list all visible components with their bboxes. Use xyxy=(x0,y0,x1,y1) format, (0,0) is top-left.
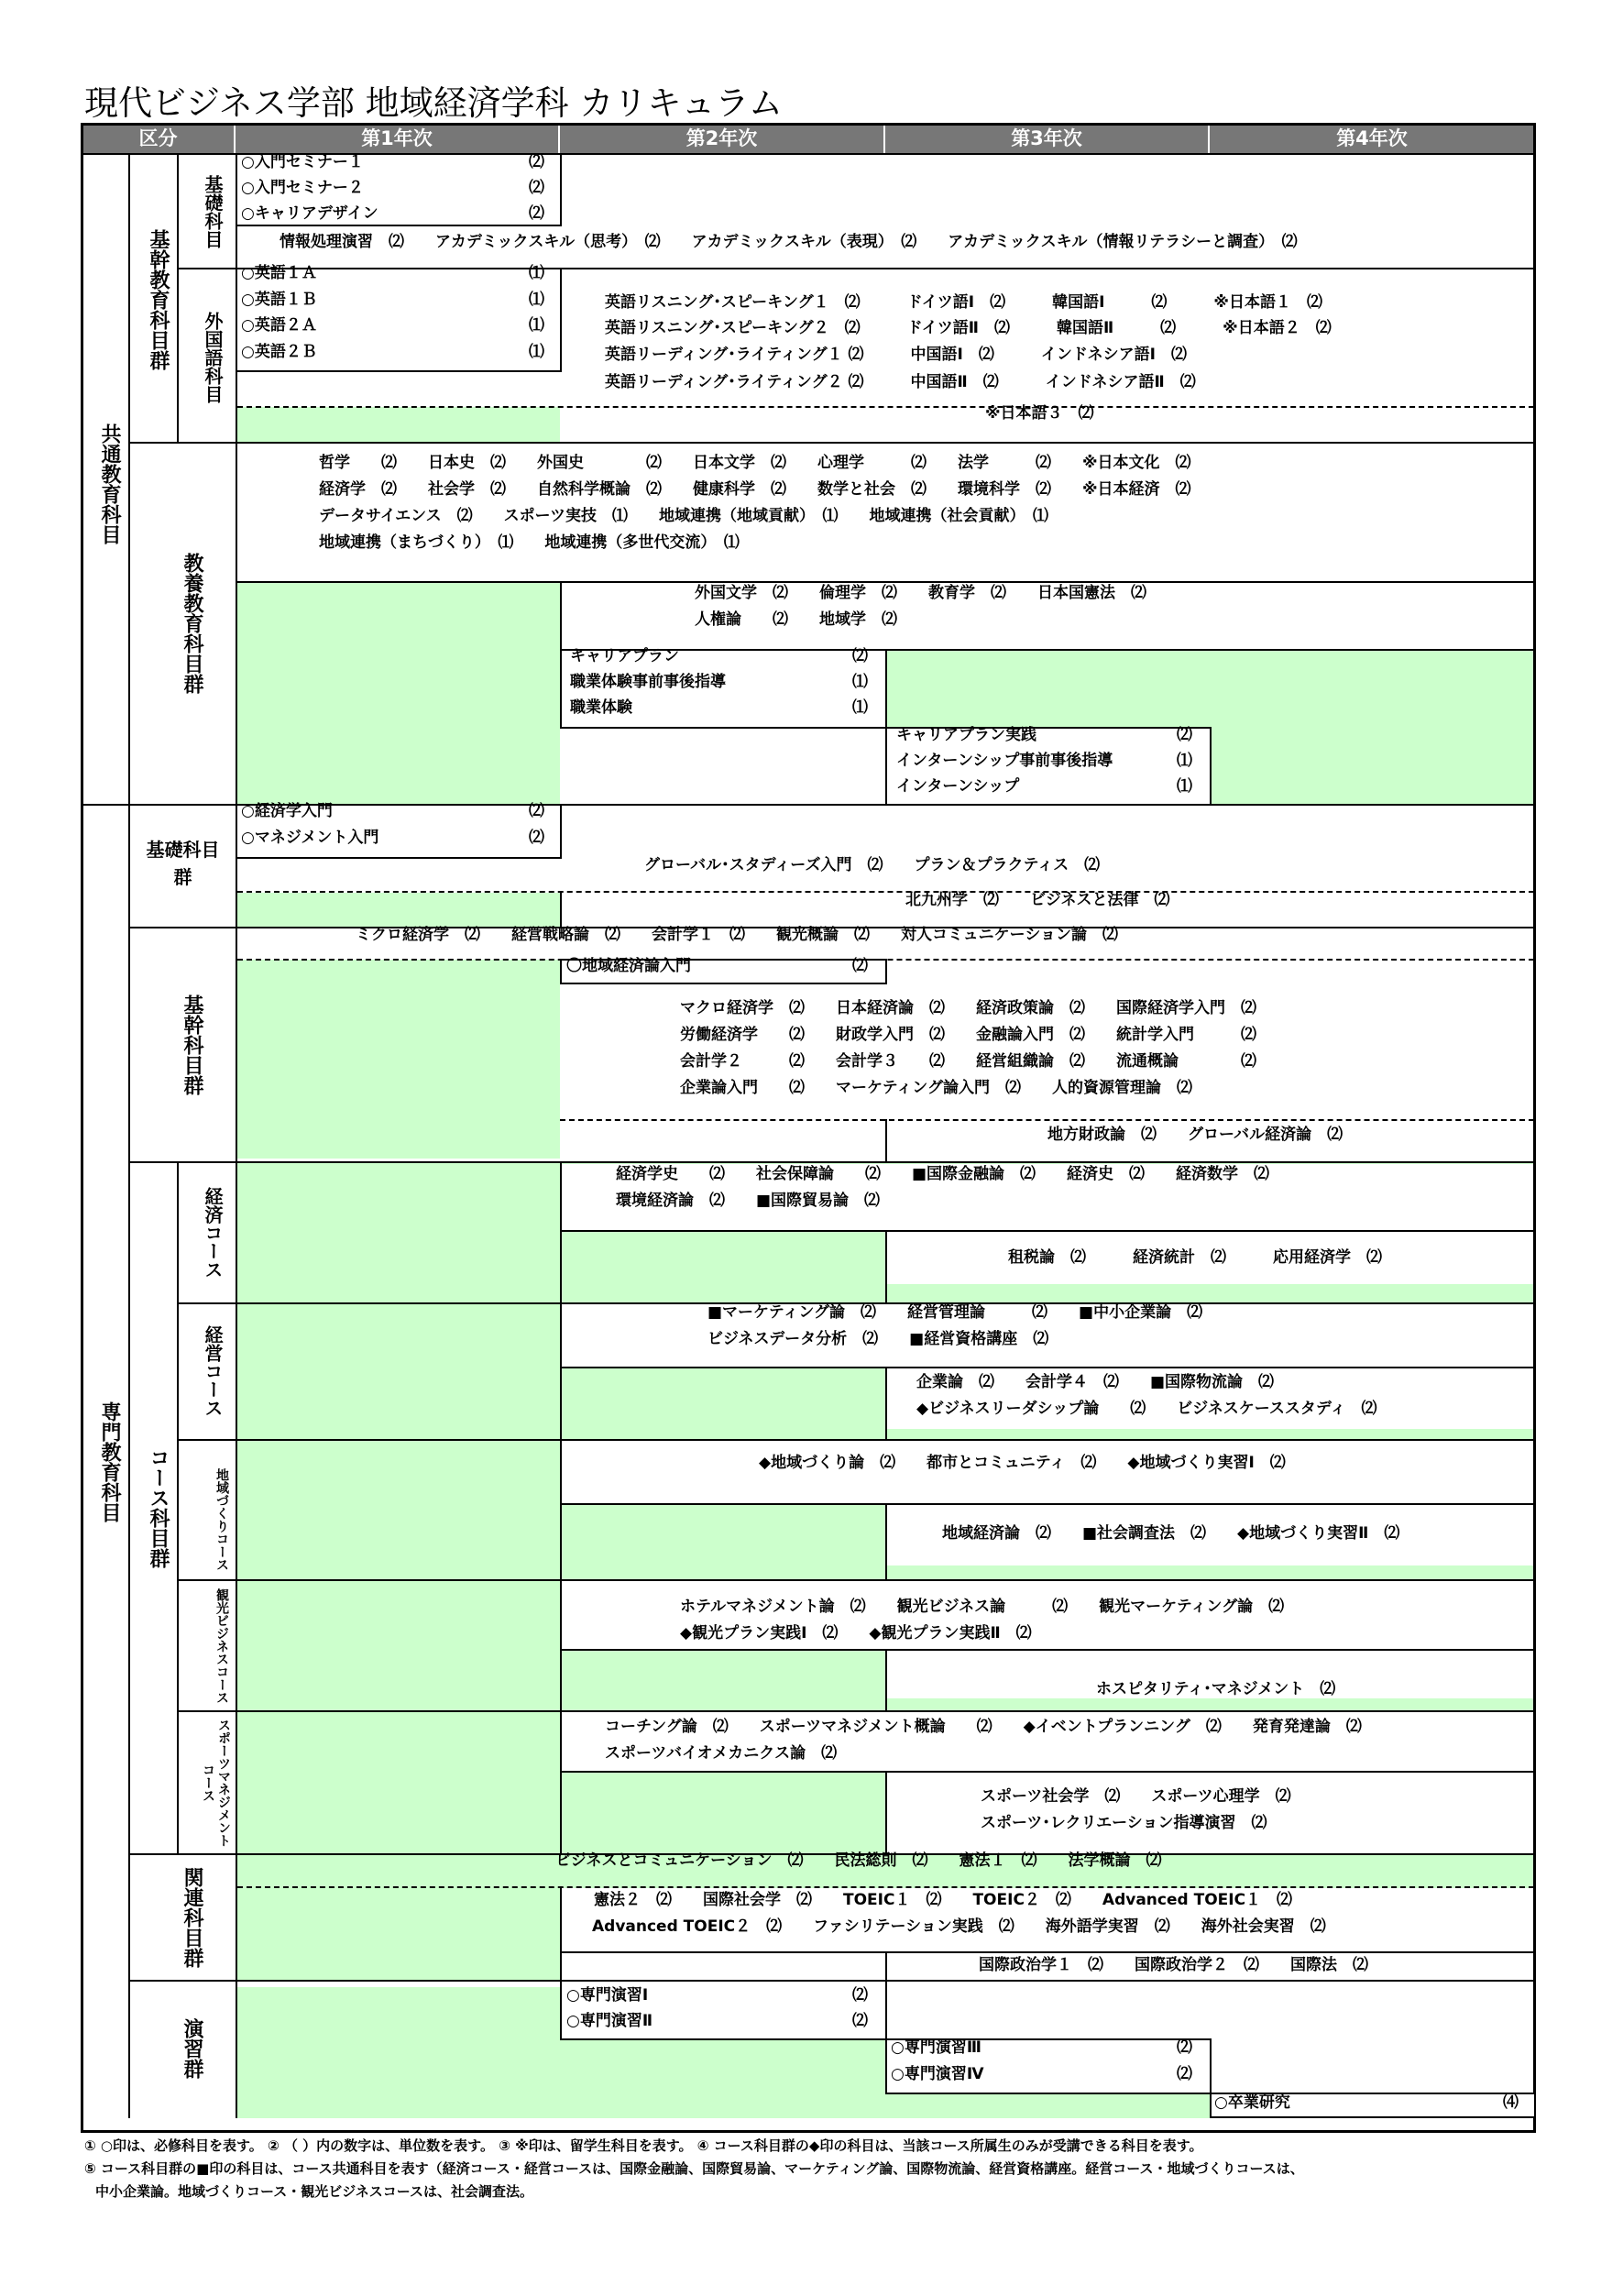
course-text: ⑴ xyxy=(1177,752,1192,770)
course-text: ○専門演習Ⅲ xyxy=(891,2038,981,2057)
course-text: 職業体験 xyxy=(570,698,632,717)
group-sports-course: スポーツマネジメントコース xyxy=(201,1718,231,1847)
course-text: 国際政治学１ ⑵ 国際政治学２ ⑵ 国際法 ⑵ xyxy=(979,1956,1368,1974)
course-text: 経済学史 ⑵ 社会保障論 ⑵ ■国際金融論 ⑵ 経済史 ⑵ 経済数学 ⑵ xyxy=(616,1165,1270,1183)
group-course-kamokugun: コース科目群 xyxy=(147,1447,170,1568)
course-text: ⑵ xyxy=(852,1986,868,2005)
header-kubun: 区分 xyxy=(82,124,236,154)
course-text: 地域経済論 ⑵ ■社会調査法 ⑵ ◆地域づくり実習Ⅱ ⑵ xyxy=(942,1524,1400,1543)
course-text: 英語リーディング･ライティング２ ⑵ 中国語Ⅱ ⑵ インドネシア語Ⅱ ⑵ xyxy=(605,373,1196,391)
course-text: キャリアプラン実践 xyxy=(896,726,1036,744)
course-text: ⑴ xyxy=(529,316,544,335)
course-text: ○専門演習Ⅳ xyxy=(891,2065,984,2083)
course-text: コーチング論 ⑵ スポーツマネジメント概論 ⑵ ◆イベントプランニング ⑵ 発育発達論 ⑵ xyxy=(605,1718,1362,1736)
course-text: ⑵ xyxy=(1177,726,1192,744)
course-text: スポーツ社会学 ⑵ スポーツ心理学 ⑵ xyxy=(981,1787,1291,1806)
course-text: ○マネジメント入門 xyxy=(241,829,379,847)
course-text: ⑴ xyxy=(529,264,544,282)
course-text: ミクロ経済学 ⑵ 経営戦略論 ⑵ 会計学１ ⑵ 観光概論 ⑵ 対人コミュニケーション論 ⑵ xyxy=(356,926,1118,944)
course-text: マクロ経済学 ⑵ 日本経済論 ⑵ 経済政策論 ⑵ 国際経済学入門 ⑵ xyxy=(680,999,1256,1017)
course-text: ○入門セミナー１ xyxy=(241,153,364,171)
course-text: ⑵ xyxy=(1177,2065,1192,2083)
course-text: ⑵ xyxy=(852,647,868,665)
footnote-1: ① ○印は、必修科目を表す。 ② （ ）内の数字は、単位数を表す。 ③ ※印は、留学生科目を表す。 ④ コース科目群の◆印の科目は、当該コース所属生のみが受講できる科目を表す。 xyxy=(84,2137,1203,2154)
course-text: 環境経済論 ⑵ ■国際貿易論 ⑵ xyxy=(616,1192,881,1210)
header-year-2: 第2年次 xyxy=(560,124,885,154)
group-chiiki-course: 地域づくりコース xyxy=(214,1467,229,1571)
course-text: 経済学 ⑵ 社会学 ⑵ 自然科学概論 ⑵ 健康科学 ⑵ 数学と社会 ⑵ 環境科学 ⑵ ※日本経済 ⑵ xyxy=(319,480,1191,499)
course-text: 地方財政論 ⑵ グローバル経済論 ⑵ xyxy=(1047,1126,1343,1144)
course-text: 企業論入門 ⑵ マーケティング論入門 ⑵ 人的資源管理論 ⑵ xyxy=(680,1079,1192,1097)
course-text: ◆地域づくり論 ⑵ 都市とコミュニティ ⑵ ◆地域づくり実習Ⅰ ⑵ xyxy=(759,1454,1286,1472)
course-text: ⑵ xyxy=(529,153,544,171)
course-text: ○卒業研究 xyxy=(1214,2093,1290,2112)
course-text: 企業論 ⑵ 会計学４ ⑵ ■国際物流論 ⑵ xyxy=(916,1373,1275,1391)
course-text: ⑵ xyxy=(1177,2038,1192,2057)
course-text: ⑵ xyxy=(529,802,544,820)
course-text: ⑷ xyxy=(1503,2093,1519,2112)
footnote-2: ⑤ コース科目群の■印の科目は、コース共通科目を表す（経済コース・経営コースは、国際金融論、国際貿易論、マーケティング論、国際物流論、経営資格講座。経営コース・地域づくりコースは、 xyxy=(84,2160,1304,2177)
course-text: ◆観光プラン実践Ⅰ ⑵ ◆観光プラン実践Ⅱ ⑵ xyxy=(680,1624,1032,1642)
course-text: 職業体験事前事後指導 xyxy=(570,673,726,691)
course-text: インターンシップ事前事後指導 xyxy=(896,752,1113,770)
course-text: 人権論 ⑵ 地域学 ⑵ xyxy=(695,610,897,629)
footnote-3: 中小企業論。地域づくりコース・観光ビジネスコースは、社会調査法。 xyxy=(95,2183,534,2200)
course-text: Advanced TOEIC２ ⑵ ファシリテーション実践 ⑵ 海外語学実習 ⑵ 海外社会実習 ⑵ xyxy=(592,1917,1326,1936)
group-keiei-course: 経営コース xyxy=(202,1325,224,1417)
course-text: ■マーケティング論 ⑵ 経営管理論 ⑵ ■中小企業論 ⑵ xyxy=(707,1303,1203,1322)
course-text: ※日本語３ ⑵ xyxy=(985,404,1094,423)
header-year-4: 第4年次 xyxy=(1210,124,1534,154)
course-text: インターンシップ xyxy=(896,777,1020,796)
course-text: ⑵ xyxy=(852,2012,868,2030)
group-keizai-course: 経済コース xyxy=(202,1186,224,1279)
course-text: 英語リスニング･スピーキング１ ⑵ ドイツ語Ⅰ ⑵ 韓国語Ⅰ ⑵ ※日本語１ ⑵ xyxy=(605,293,1322,312)
group-kikan-kyoiku: 基幹教育科目群 xyxy=(147,229,170,370)
course-text: ○英語２Ｂ xyxy=(241,343,317,361)
course-text: 英語リーディング･ライティング１ ⑵ 中国語Ⅰ ⑵ インドネシア語Ⅰ ⑵ xyxy=(605,346,1187,364)
course-text: 憲法２ ⑵ 国際社会学 ⑵ TOEIC１ ⑵ TOEIC２ ⑵ Advanced TOEIC１ ⑵ xyxy=(594,1891,1293,1909)
course-text: ◆ビジネスリーダシップ論 ⑵ ビジネスケーススタディ ⑵ xyxy=(916,1400,1377,1418)
course-text: 労働経済学 ⑵ 財政学入門 ⑵ 金融論入門 ⑵ 統計学入門 ⑵ xyxy=(680,1026,1256,1044)
course-text: ○英語１Ａ xyxy=(241,264,317,282)
course-text: ○専門演習Ⅰ xyxy=(566,1986,649,2005)
course-text: ⑵ xyxy=(529,829,544,847)
course-text: キャリアプラン xyxy=(570,647,679,665)
course-text: ホスピタリティ･マネジメント ⑵ xyxy=(1096,1680,1336,1698)
course-text: ⑴ xyxy=(529,343,544,361)
course-text: ⑴ xyxy=(852,673,868,691)
course-text: 北九州学 ⑵ ビジネスと法律 ⑵ xyxy=(905,891,1170,909)
page-title: 現代ビジネス学部 地域経済学科 カリキュラム xyxy=(84,83,784,123)
course-text: 哲学 ⑵ 日本史 ⑵ 外国史 ⑵ 日本文学 ⑵ 心理学 ⑵ 法学 ⑵ ※日本文化 ⑵ xyxy=(319,454,1191,472)
course-text: ビジネスとコミュニケーション ⑵ 民法総則 ⑵ 憲法１ ⑵ 法学概論 ⑵ xyxy=(555,1851,1162,1870)
group-kiso-kamokugun: 基礎科目群 xyxy=(146,839,220,888)
group-senmon-kyoiku: 専門教育科目 xyxy=(98,1401,121,1522)
course-text: 会計学２ ⑵ 会計学３ ⑵ 経営組織論 ⑵ 流通概論 ⑵ xyxy=(680,1052,1256,1071)
course-text: グローバル･スタディーズ入門 ⑵ プラン＆プラクティス ⑵ xyxy=(644,856,1101,874)
course-text: ○英語２Ａ xyxy=(241,316,317,335)
group-gaikokugo: 外国語科目 xyxy=(202,312,224,403)
course-text: ○キャリアデザイン xyxy=(241,204,378,223)
course-text: ビジネスデータ分析 ⑵ ■経営資格講座 ⑵ xyxy=(707,1330,1049,1348)
course-text: スポーツバイオメカニクス論 ⑵ xyxy=(605,1744,838,1763)
course-text: 地域連携（まちづくり） ⑴ 地域連携（多世代交流） ⑴ xyxy=(319,533,740,552)
course-text: 外国文学 ⑵ 倫理学 ⑵ 教育学 ⑵ 日本国憲法 ⑵ xyxy=(695,584,1146,602)
course-text: 〇地域経済論入門 xyxy=(566,957,691,975)
course-text: 情報処理演習 ⑵ アカデミックスキル（思考） ⑵ アカデミックスキル（表現） ⑵ アカデミックスキル（情報リテラシーと調査） ⑵ xyxy=(280,233,1298,251)
group-kyotsu-kyoiku: 共通教育科目 xyxy=(98,423,121,544)
header-year-1: 第1年次 xyxy=(236,124,560,154)
course-text: ホテルマネジメント論 ⑵ 観光ビジネス論 ⑵ 観光マーケティング論 ⑵ xyxy=(680,1598,1285,1616)
group-kyoyo: 教養教育科目群 xyxy=(181,553,203,694)
group-kikan-kamokugun: 基幹科目群 xyxy=(181,994,203,1095)
group-enshu: 演習群 xyxy=(181,2018,203,2079)
course-text: ○専門演習Ⅱ xyxy=(566,2012,653,2030)
course-text: ⑵ xyxy=(852,957,868,975)
course-text: スポーツ･レクリエーション指導演習 ⑵ xyxy=(981,1814,1267,1832)
course-text: ⑵ xyxy=(529,179,544,197)
course-text: ○経済学入門 xyxy=(241,802,333,820)
course-text: ⑵ xyxy=(529,204,544,223)
course-text: ○英語１Ｂ xyxy=(241,291,317,309)
course-text: 租税論 ⑵ 経済統計 ⑵ 応用経済学 ⑵ xyxy=(1008,1248,1382,1267)
header-year-3: 第3年次 xyxy=(885,124,1210,154)
course-text: ⑴ xyxy=(529,291,544,309)
course-text: 英語リスニング･スピーキング２ ⑵ ドイツ語Ⅱ ⑵ 韓国語Ⅱ ⑵ ※日本語２ ⑵ xyxy=(605,319,1332,337)
group-kanren: 関連科目群 xyxy=(181,1867,203,1968)
group-kanko-course: 観光ビジネスコース xyxy=(214,1587,229,1704)
course-text: ○入門セミナー２ xyxy=(241,179,364,197)
group-kiso-kamoku: 基礎科目 xyxy=(202,175,224,248)
course-text: ⑴ xyxy=(1177,777,1192,796)
course-text: ⑴ xyxy=(852,698,868,717)
course-text: データサイエンス ⑵ スポーツ実技 ⑴ 地域連携（地域貢献） ⑴ 地域連携（社会貢献） ⑴ xyxy=(319,507,1048,525)
